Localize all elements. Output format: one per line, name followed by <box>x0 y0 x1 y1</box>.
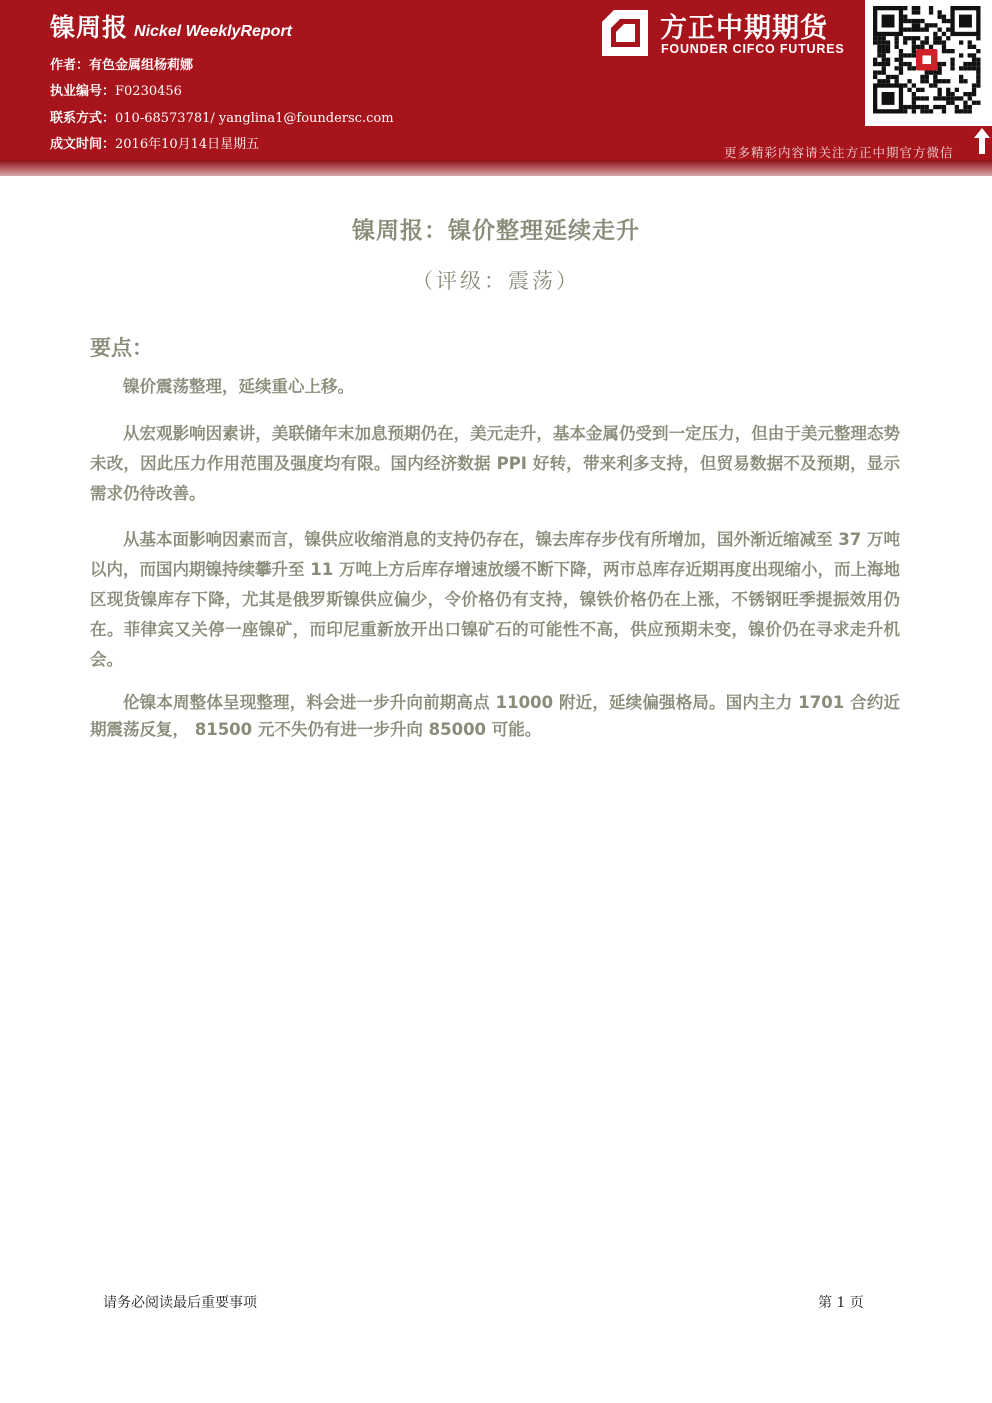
report-series-title <box>50 8 292 44</box>
paragraph-outlook: 伦镍本周整体呈现整理，料会进一步升向前期高点 11000 附近，延续偏强格局。国内主力 1701 合约近期震荡反复， 81500 元不失仍有进一步升向 85000 可能。 <box>90 693 900 739</box>
brand-name-en: FOUNDER CIFCO FUTURES <box>661 42 845 56</box>
series-title-en: Nickel WeeklyReport <box>134 23 293 40</box>
company-logo <box>602 6 860 62</box>
follow-wechat-text: 更多精彩内容请关注方正中期官方微信 <box>724 145 954 160</box>
brand-name-cn: 方正中期期货 <box>660 13 828 44</box>
wechat-qr-code <box>865 0 992 126</box>
paragraph-summary: 镍价震荡整理，延续重心上移。 <box>123 377 354 396</box>
author-line <box>50 54 193 73</box>
date-value: 2016年10月14日星期五 <box>115 137 260 152</box>
report-title: 镍周报：镍价整理延续走升 <box>352 218 640 244</box>
date-label: 成文时间： <box>50 137 116 152</box>
header-divider <box>0 160 992 176</box>
contact-label: 联系方式： <box>50 111 116 126</box>
author-label: 作者： <box>50 58 90 73</box>
date-line <box>50 133 259 152</box>
section-heading-key-points: 要点： <box>90 336 153 360</box>
series-title-cn: 镍周报 <box>50 13 129 42</box>
report-rating: （评级：震荡） <box>412 269 580 293</box>
license-label: 执业编号： <box>50 84 116 99</box>
footer-notice: 请务必阅读最后重要事项 <box>103 1295 257 1311</box>
paragraph-macro: 从宏观影响因素讲，美联储年末加息预期仍在，美元走升，基本金属仍受到一定压力，但由于美元整理态势未改，因此压力作用范围及强度均有限。国内经济数据 PPI 好转，带来利多支持，但贸易数据不及预期，显示需求仍待改善。 <box>90 424 900 503</box>
qr-code-icon <box>873 6 983 118</box>
license-line <box>50 80 182 99</box>
page-number: 第 1 页 <box>818 1295 864 1311</box>
license-value: F0230456 <box>115 84 182 99</box>
arrow-up-icon <box>974 128 990 154</box>
contact-line <box>50 107 394 126</box>
paragraph-fundamentals: 从基本面影响因素而言，镍供应收缩消息的支持仍存在，镍去库存步伐有所增加，国外渐近缩减至 37 万吨以内，而国内期镍持续攀升至 11 万吨上方后库存增速放缓不断下降，两市总库存近期再度出现缩小，而上海地区现货镍库存下降，尤其是俄罗斯镍供应偏少，令价格仍有支持，镍铁价格仍在上涨，不锈钢旺季提振效用仍在。菲律宾又关停一座镍矿，而印尼重新放开出口镍矿石的可能性不高，供应预期未变，镍价仍在寻求走升机会。 <box>90 530 900 669</box>
contact-value: 010-68573781/ yanglina1@foundersc.com <box>115 111 394 126</box>
author-value: 有色金属组杨莉娜 <box>89 58 194 73</box>
founder-logo-icon <box>602 10 648 56</box>
